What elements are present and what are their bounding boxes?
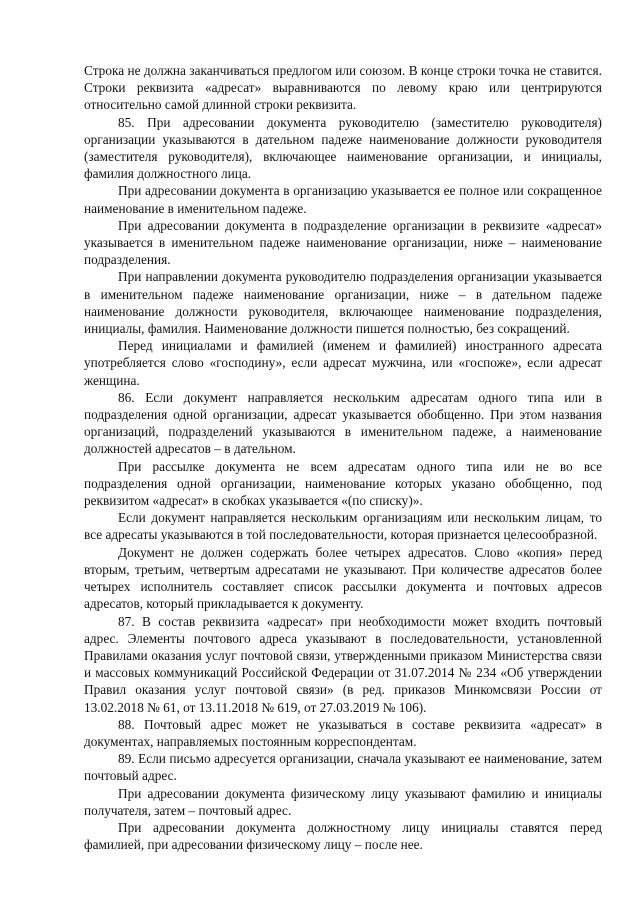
paragraph-organization: При адресовании документа в организацию указывается ее полное или сокращенное наименование в именительном падеже. — [84, 183, 602, 216]
paragraph-multiple-addressees: Если документ направляется нескольким организациям или нескольким лицам, то все адресаты указываются в той последовательности, которая признается целесообразной. — [84, 510, 602, 543]
paragraph-foreign-addressee: Перед инициалами и фамилией (именем и фамилией) иностранного адресата употребляется слово «господину», если адресат мужчина, или «госпоже», если адресат женщина. — [84, 338, 602, 388]
paragraph-88: 88. Почтовый адрес может не указываться в составе реквизита «адресат» в документах, направляемых постоянным корреспондентам. — [84, 716, 602, 749]
paragraph-official: При адресовании документа должностному лицу инициалы ставятся перед фамилией, при адресовании физическому лицу – после нее. — [84, 819, 602, 853]
paragraph-individual: При адресовании документа физическому лицу указывают фамилию и инициалы получателя, затем – почтовый адрес. — [84, 785, 602, 818]
paragraph-89: 89. Если письмо адресуется организации, сначала указывают ее наименование, затем почтовый адрес. — [84, 751, 602, 784]
paragraph-85: 85. При адресовании документа руководителю (заместителю руководителя) организации указываются в дательном падеже наименование должности руководителя (заместителя руководителя), включающее наименование организации, и инициалы, фамилия должностного лица. — [84, 114, 602, 182]
paragraph-mailing-list: При рассылке документа не всем адресатам одного типа или не во все подразделения одной организации, наименование которых указано обобщенно, под реквизитом «адресат» в скобках указывается «(по списку)». — [84, 458, 602, 509]
paragraph-87: 87. В состав реквизита «адресат» при необходимости может входить почтовый адрес. Элементы почтового адреса указывают в последовательности, установленной Правилами оказания услуг почтовой связи, утвержденными приказом Министерства связи и массовых коммуникаций Российской Федерации от 31.07.2014 № 234 «Об утверждении Правил оказания услуг почтовой связи» (в ред. приказов Минкомсвязи России от 13.02.2018 № 61, от 13.11.2018 № 619, от 27.03.2019 № 106). — [84, 613, 602, 715]
paragraph-86: 86. Если документ направляется нескольким адресатам одного типа или в подразделения одной организации, адресат указывается обобщенно. При этом названия организаций, подразделений указываются в именительном падеже, а наименование должностей адресатов – в дательном. — [84, 389, 602, 457]
paragraph-subdivision: При адресовании документа в подразделение организации в реквизите «адресат» указывается в именительном падеже наименование организации, ниже – наименование подразделения. — [84, 217, 602, 268]
paragraph-line-rules: Строка не должна заканчиваться предлогом или союзом. В конце строки точка не ставится. Строки реквизита «адресат» выравниваются по левому краю или центрируются относительно самой длинной строки реквизита. — [84, 63, 602, 113]
paragraph-four-addressees: Документ не должен содержать более четырех адресатов. Слово «копия» перед вторым, третьим, четвертым адресатами не указывают. При количестве адресатов более четырех исполнитель составляет список рассылки документа и почтовых адресов адресатов, который прикладывается к документу. — [84, 544, 602, 612]
paragraph-subdivision-head: При направлении документа руководителю подразделения организации указывается в именительном падеже наименование организации, ниже – в дательном падеже наименование должности руководителя, включающее наименование подразделения, инициалы, фамилия. Наименование должности пишется полностью, без сокращений. — [84, 269, 602, 337]
